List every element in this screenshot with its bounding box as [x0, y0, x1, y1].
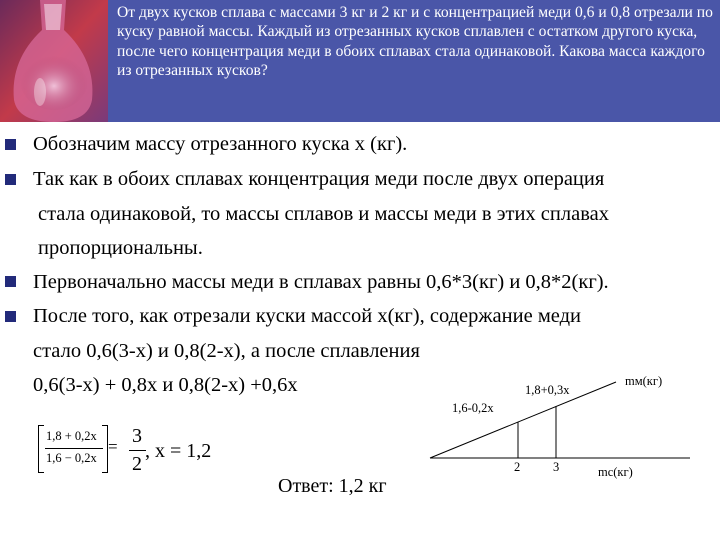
equals-sign: =: [108, 437, 118, 456]
graph-tick-3: 3: [553, 460, 560, 474]
graph-y-label: mм(кг): [625, 374, 663, 388]
solution-line-1: Обозначим массу отрезанного куска х (кг).: [33, 133, 408, 155]
graph-lower-label: 1,6-0,2х: [452, 401, 494, 415]
right-fraction-bar: [129, 450, 146, 451]
problem-statement: От двух кусков сплава с массами 3 кг и 2 кг и с концентрацией меди 0,6 и 0,8 отрезали по куску равной массы. Каждый из отрезанных кусков сплавлен с остатком другого куска, после чего концентрация меди в обоих сплавах стала одинаковой. Какова масса каждого из отрезанных кусков?: [117, 4, 713, 80]
solution-line-8: 0,6(3-х) + 0,8х и 0,8(2-х) +0,6х: [33, 374, 298, 396]
problem-header: [0, 0, 720, 122]
square-bullet-icon: [5, 276, 16, 287]
left-numerator: 1,8 + 0,2x: [46, 429, 97, 443]
right-denominator: 2: [132, 453, 142, 475]
square-bullet-icon: [5, 311, 16, 322]
solution-line-6: После того, как отрезали куски массой х(кг), содержание меди: [33, 305, 582, 327]
solution-line-4: пропорциональны.: [38, 237, 203, 259]
left-denominator: 1,6 − 0,2x: [46, 451, 97, 465]
graph-ray: [430, 382, 616, 458]
solution-line-2: Так как в обоих сплавах концентрация меди после двух операция: [33, 168, 605, 190]
right-numerator: 3: [132, 425, 142, 447]
equation-result: , х = 1,2: [145, 440, 212, 462]
graph-upper-label: 1,8+0,3х: [525, 383, 570, 397]
square-bullet-icon: [5, 174, 16, 185]
graph-x-label: mс(кг): [598, 465, 633, 479]
equation-left-fraction: [38, 425, 108, 471]
square-bullet-icon: [5, 139, 16, 150]
solution-line-7: стало 0,6(3-х) и 0,8(2-х), а после сплавления: [33, 340, 420, 362]
solution-line-5: Первоначально массы меди в сплавах равны 0,6*3(кг) и 0,8*2(кг).: [33, 271, 609, 293]
solution-line-3: стала одинаковой, то массы сплавов и массы меди в этих сплавах: [38, 203, 609, 225]
answer-text: Ответ: 1,2 кг: [278, 475, 387, 497]
flask-image: [0, 0, 108, 122]
graph-tick-2: 2: [514, 460, 521, 474]
